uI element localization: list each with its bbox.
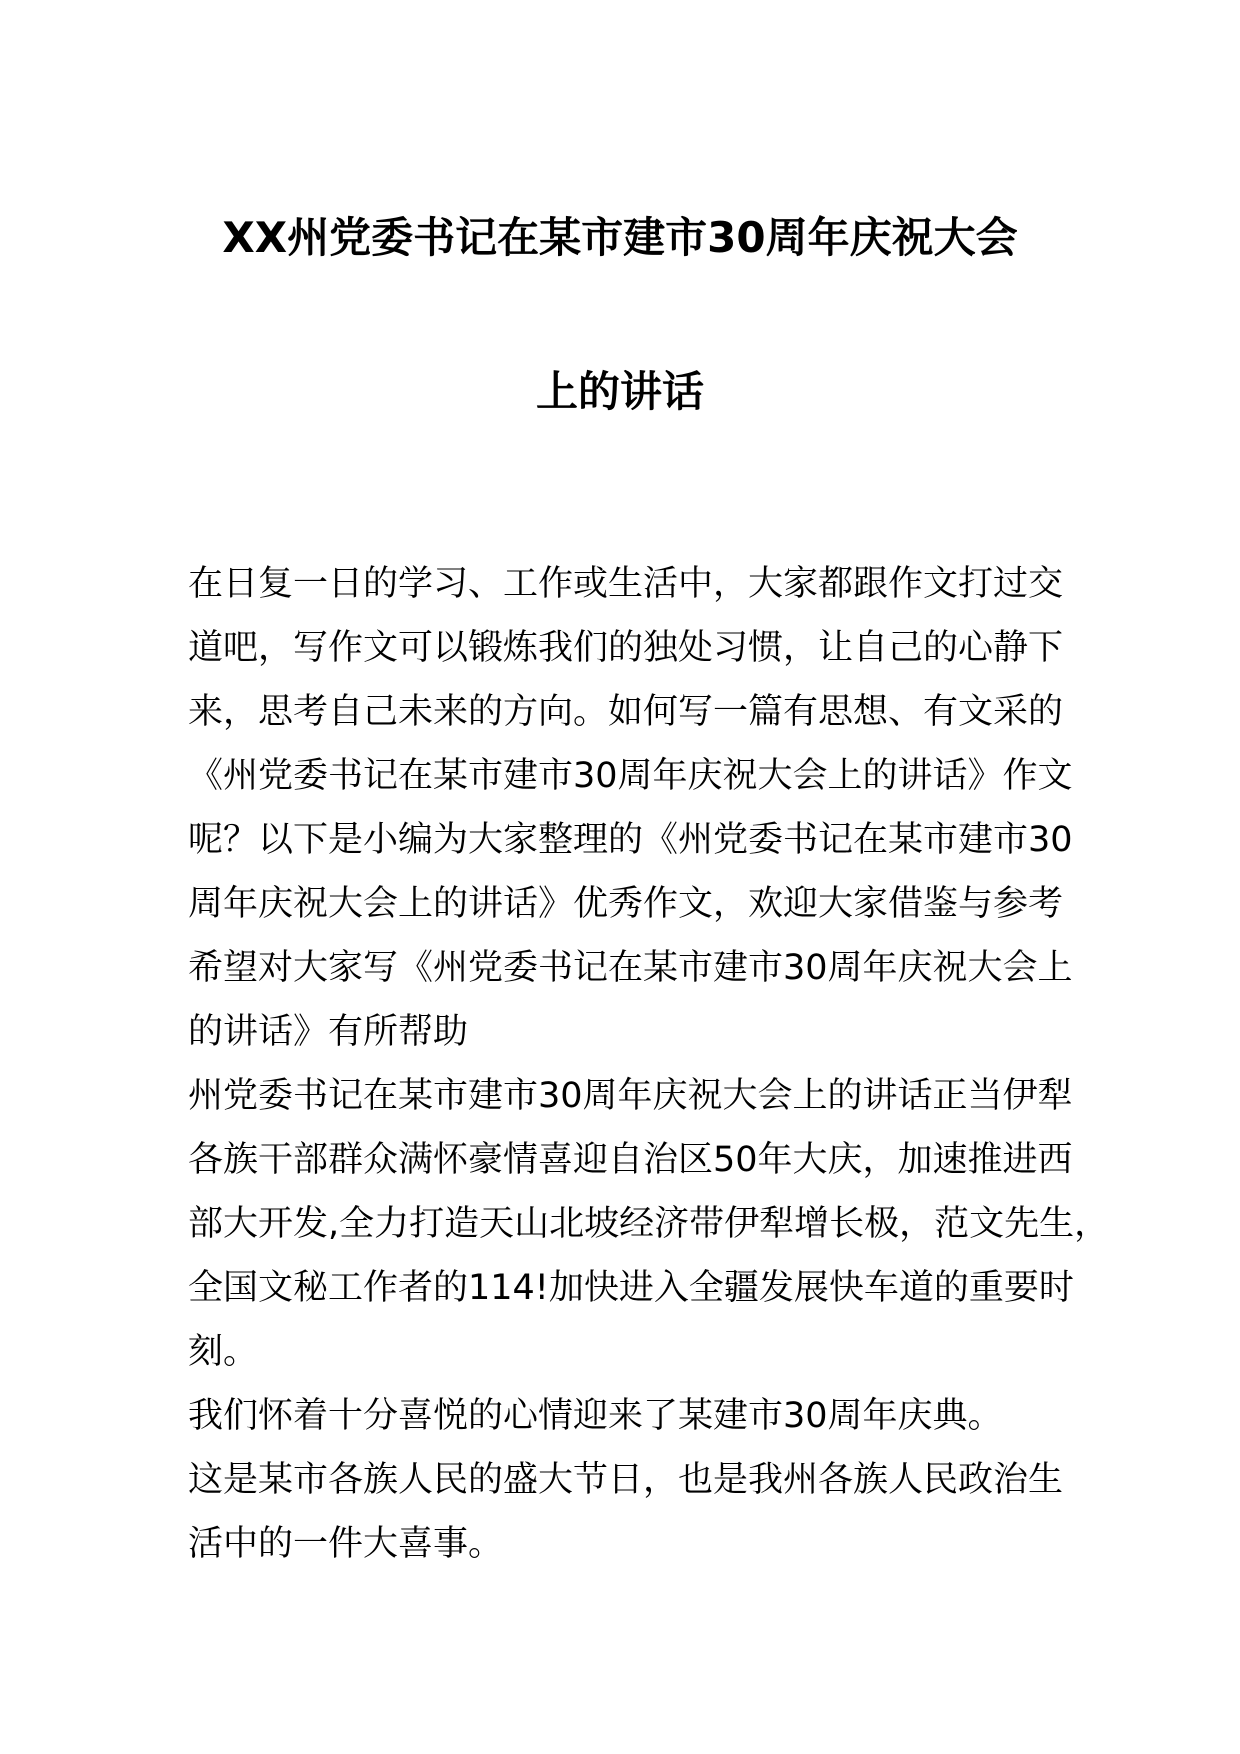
body-text-line: 周年庆祝大会上的讲话》优秀作文，欢迎大家借鉴与参考 <box>188 884 1064 924</box>
body-text-line: 的讲话》有所帮助 <box>188 1012 469 1052</box>
body-text-line: 道吧，写作文可以锻炼我们的独处习惯，让自己的心静下 <box>188 628 1064 668</box>
body-text-line: 呢？以下是小编为大家整理的《州党委书记在某市建市30 <box>188 820 1073 860</box>
body-text-line: 各族干部群众满怀豪情喜迎自治区50年大庆，加速推进西 <box>188 1140 1073 1180</box>
body-text-line: 我们怀着十分喜悦的心情迎来了某建市30周年庆典。 <box>188 1396 1003 1436</box>
document-title-line-2: 上的讲话 <box>535 367 704 416</box>
body-text-line: 在日复一日的学习、工作或生活中，大家都跟作文打过交 <box>188 564 1064 604</box>
body-text-line: 活中的一件大喜事。 <box>188 1524 504 1564</box>
body-text-line: 全国文秘工作者的114!加快进入全疆发展快车道的重要时 <box>188 1268 1074 1308</box>
body-text-line: 希望对大家写《州党委书记在某市建市30周年庆祝大会上 <box>188 948 1073 988</box>
document-title-line-1: XX州党委书记在某市建市30周年庆祝大会 <box>222 213 1018 262</box>
body-text-line: 州党委书记在某市建市30周年庆祝大会上的讲话正当伊犁 <box>188 1076 1073 1116</box>
body-text-line: 刻。 <box>188 1332 259 1372</box>
body-text-line: 这是某市各族人民的盛大节日，也是我州各族人民政治生 <box>188 1460 1064 1500</box>
body-text-line: 来，思考自己未来的方向。如何写一篇有思想、有文采的 <box>188 692 1064 732</box>
body-text-line: 《州党委书记在某市建市30周年庆祝大会上的讲话》作文 <box>188 756 1073 796</box>
body-text-line: 部大开发,全力打造天山北坡经济带伊犁增长极，范文先生， <box>188 1204 1110 1244</box>
